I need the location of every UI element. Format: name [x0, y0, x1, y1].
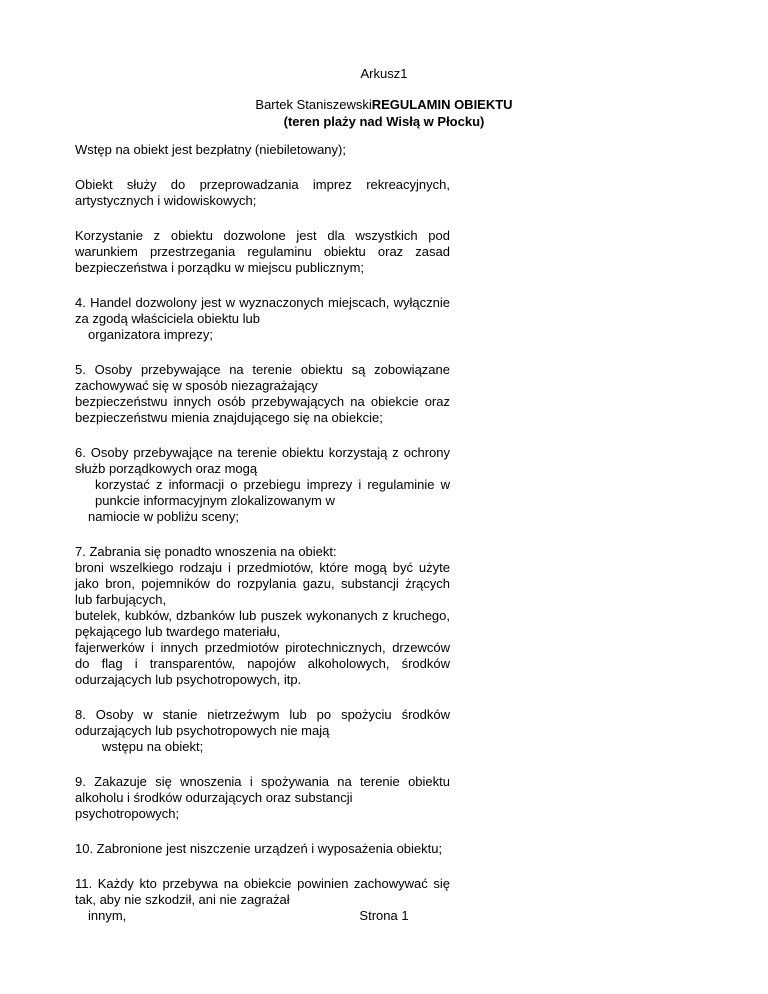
paragraph-line: korzystać z informacji o przebiegu imprezy i regulaminie w punkcie informacyjnym zlokalizowanym w — [95, 477, 450, 508]
paragraph-line: broni wszelkiego rodzaju i przedmiotów, które mogą być użyte jako bron, pojemników do rozpylania gazu, substancji żrących lub farbujących, — [75, 560, 450, 607]
sheet-title: Arkusz1 — [360, 66, 408, 81]
paragraph-line: Wstęp na obiekt jest bezpłatny (niebiletowany); — [75, 142, 346, 157]
paragraph-1 — [75, 142, 450, 158]
paragraph-line: innym, — [88, 908, 127, 923]
title-line — [0, 96, 768, 113]
paragraph-4 — [75, 295, 450, 343]
paragraph-line: wstępu na obiekt; — [102, 739, 204, 754]
author-name: Bartek Staniszewski — [255, 97, 372, 112]
title-block — [0, 96, 768, 130]
paragraph-line: 8. Osoby w stanie nietrzeźwym lub po spożyciu środków odurzających lub psychotropowych nie mają — [75, 707, 450, 738]
paragraph-line: bezpieczeństwu innych osób przebywających na obiekcie oraz bezpieczeństwu mienia znajdującego się na obiekcie; — [75, 394, 450, 425]
paragraph-line: namiocie w pobliżu sceny; — [88, 509, 240, 524]
paragraph-line: 6. Osoby przebywające na terenie obiektu korzystają z ochrony służb porządkowych oraz mogą — [75, 445, 450, 476]
paragraph-line: 11. Każdy kto przebywa na obiekcie powinien zachowywać się tak, aby nie szkodził, ani nie zagrażał — [75, 876, 450, 907]
paragraph-line: 4. Handel dozwolony jest w wyznaczonych miejscach, wyłącznie za zgodą właściciela obiektu lub — [75, 295, 450, 326]
paragraph-line: 10. Zabronione jest niszczenie urządzeń i wyposażenia obiektu; — [75, 841, 443, 856]
paragraph-line: fajerwerków i innych przedmiotów pirotechnicznych, drzewców do flag i transparentów, napojów alkoholowych, środków odurzających lub psychotropowych, itp. — [75, 640, 450, 687]
paragraph-5 — [75, 362, 450, 426]
paragraph-6 — [75, 445, 450, 525]
paragraph-7 — [75, 544, 450, 688]
paragraph-line: 9. Zakazuje się wnoszenia i spożywania na terenie obiektu alkoholu i środków odurzających oraz substancji — [75, 774, 450, 805]
paragraph-line: 7. Zabrania się ponadto wnoszenia na obiekt: — [75, 544, 337, 559]
paragraph-9 — [75, 774, 450, 822]
paragraph-3 — [75, 228, 450, 276]
paragraph-line: 5. Osoby przebywające na terenie obiektu są zobowiązane zachowywać się w sposób niezagrażający — [75, 362, 450, 393]
subtitle: (teren plaży nad Wisłą w Płocku) — [283, 114, 485, 129]
paragraph-line: organizatora imprezy; — [88, 327, 213, 342]
regulation-content — [75, 142, 450, 943]
page-number: Strona 1 — [359, 908, 409, 923]
paragraph-line: butelek, kubków, dzbanków lub puszek wykonanych z kruchego, pękającego lub twardego materiału, — [75, 608, 450, 639]
paragraph-line: Obiekt służy do przeprowadzania imprez rekreacyjnych, artystycznych i widowiskowych; — [75, 177, 450, 208]
paragraph-8 — [75, 707, 450, 755]
paragraph-line: Korzystanie z obiektu dozwolone jest dla wszystkich pod warunkiem przestrzegania regulaminu obiektu oraz zasad bezpieczeństwa i porządku w miejscu publicznym; — [75, 228, 450, 275]
paragraph-line: psychotropowych; — [75, 806, 180, 821]
paragraph-10 — [75, 841, 450, 857]
regulation-title: REGULAMIN OBIEKTU — [371, 97, 513, 112]
paragraph-2 — [75, 177, 450, 209]
